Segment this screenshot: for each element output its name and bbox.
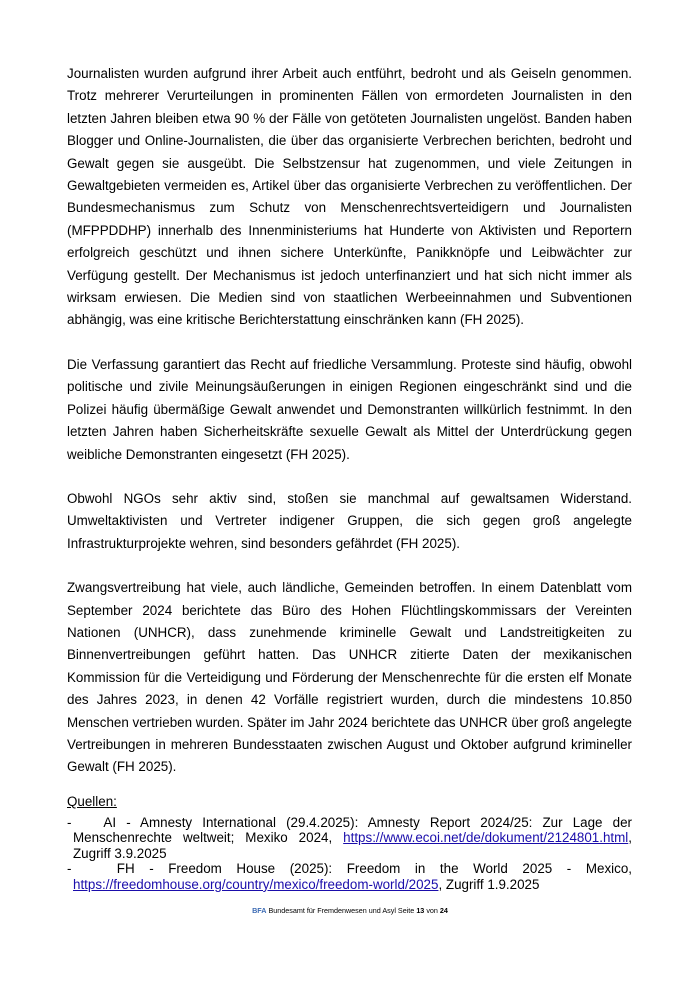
page-footer <box>0 906 700 916</box>
paragraph-assembly: Die Verfassung garantiert das Recht auf friedliche Versammlung. Proteste sind häufig, obwohl politische und zivile Meinungsäußerungen in einigen Regionen eingeschränkt sind und die Polizei häufig übermäßige Gewalt anwendet und Demonstranten willkürlich festnimmt. In den letzten Jahren haben Sicherheitskräfte sexuelle Gewalt als Mittel der Unterdrückung gegen weibliche Demonstranten eingesetzt (FH 2025). <box>67 356 632 462</box>
footer-page-sep: von <box>426 906 438 915</box>
paragraph-journalists: Journalisten wurden aufgrund ihrer Arbeit auch entführt, bedroht und als Geiseln genommen. Trotz mehrerer Verurteilungen in prominenten Fällen von ermordeten Journalisten in den letzten Jahren bleiben etwa 90 % der Fälle von getöteten Journalisten ungelöst. Banden haben Blogger und Online-Journalisten, die über das organisierte Verbrechen berichten, bedroht und Gewalt gegen sie ausgeübt. Die Selbstzensur hat zugenommen, und viele Zeitungen in Gewaltgebieten vermeiden es, Artikel über das organisierte Verbrechen zu veröffentlichen. Der Bundesmechanismus zum Schutz von Menschenrechtsverteidigern und Journalisten (MFPPDDHP) innerhalb des Innenministeriums hat Hunderte von Aktivisten und Reportern erfolgreich geschützt und ihnen sichere Unterkünfte, Panikknöpfe und Leibwächter zur Verfügung gestellt. Der Mechanismus ist jedoch unterfinanziert und hat sich nicht immer als wirksam erwiesen. Die Medien sind von staatlichen Werbeeinnahmen und Subventionen abhängig, was eine kritische Berichterstattung einschränken kann (FH 2025). <box>67 66 632 328</box>
source-citation: AI - Amnesty International (29.4.2025): Amnesty Report 2024/25: Zur Lage der Menschenrechte weltweit; Mexiko 2024, <box>73 814 632 846</box>
paragraph-displacement: Zwangsvertreibung hat viele, auch ländliche, Gemeinden betroffen. In einem Datenblatt vom September 2024 berichtete das Büro des Hohen Flüchtlingskommissars der Vereinten Nationen (UNHCR), dass zunehmende kriminelle Gewalt und Landstreitigkeiten zu Binnenvertreibungen geführt hatten. Das UNHCR zitierte Daten der mexikanischen Kommission für die Verteidigung und Förderung der Menschenrechte für die ersten elf Monate des Jahres 2023, in denen 42 Vorfälle registriert wurden, durch die mindestens 10.850 Menschen vertrieben wurden. Später im Jahr 2024 berichtete das UNHCR über groß angelegte Vertreibungen in mehreren Bundesstaaten zwischen August und Oktober aufgrund krimineller Gewalt (FH 2025). <box>67 580 632 775</box>
footer-brand-abbr: BFA <box>252 906 267 915</box>
sources-heading: Quellen: <box>67 793 117 809</box>
source-item-fh <box>67 861 632 892</box>
source-item-ai <box>67 815 632 862</box>
list-dash: - <box>67 861 72 877</box>
source-access-date: , Zugriff 3.9.2025 <box>73 830 632 861</box>
source-link-ecoi[interactable]: https://www.ecoi.net/de/dokument/2124801.html <box>343 830 629 846</box>
document-body <box>67 63 632 892</box>
footer-page-label: Seite <box>397 906 415 915</box>
footer-page-total: 24 <box>439 906 448 915</box>
source-text <box>73 861 632 892</box>
footer-org-name: Bundesamt für Fremdenwesen und Asyl <box>268 906 396 915</box>
sources-list <box>67 815 632 893</box>
source-access-date: , Zugriff 1.9.2025 <box>438 876 540 892</box>
source-citation: FH - Freedom House (2025): Freedom in the World 2025 - Mexico, <box>116 861 632 877</box>
list-dash: - <box>67 814 72 830</box>
source-text <box>73 815 632 862</box>
footer-page-current: 13 <box>416 906 425 915</box>
source-link-freedomhouse[interactable]: https://freedomhouse.org/country/mexico/freedom-world/2025 <box>73 876 439 892</box>
paragraph-ngos: Obwohl NGOs sehr aktiv sind, stoßen sie manchmal auf gewaltsamen Widerstand. Umweltaktivisten und Vertreter indigener Gruppen, die sich gegen groß angelegte Infrastrukturprojekte wehren, sind besonders gefährdet (FH 2025). <box>67 490 632 551</box>
